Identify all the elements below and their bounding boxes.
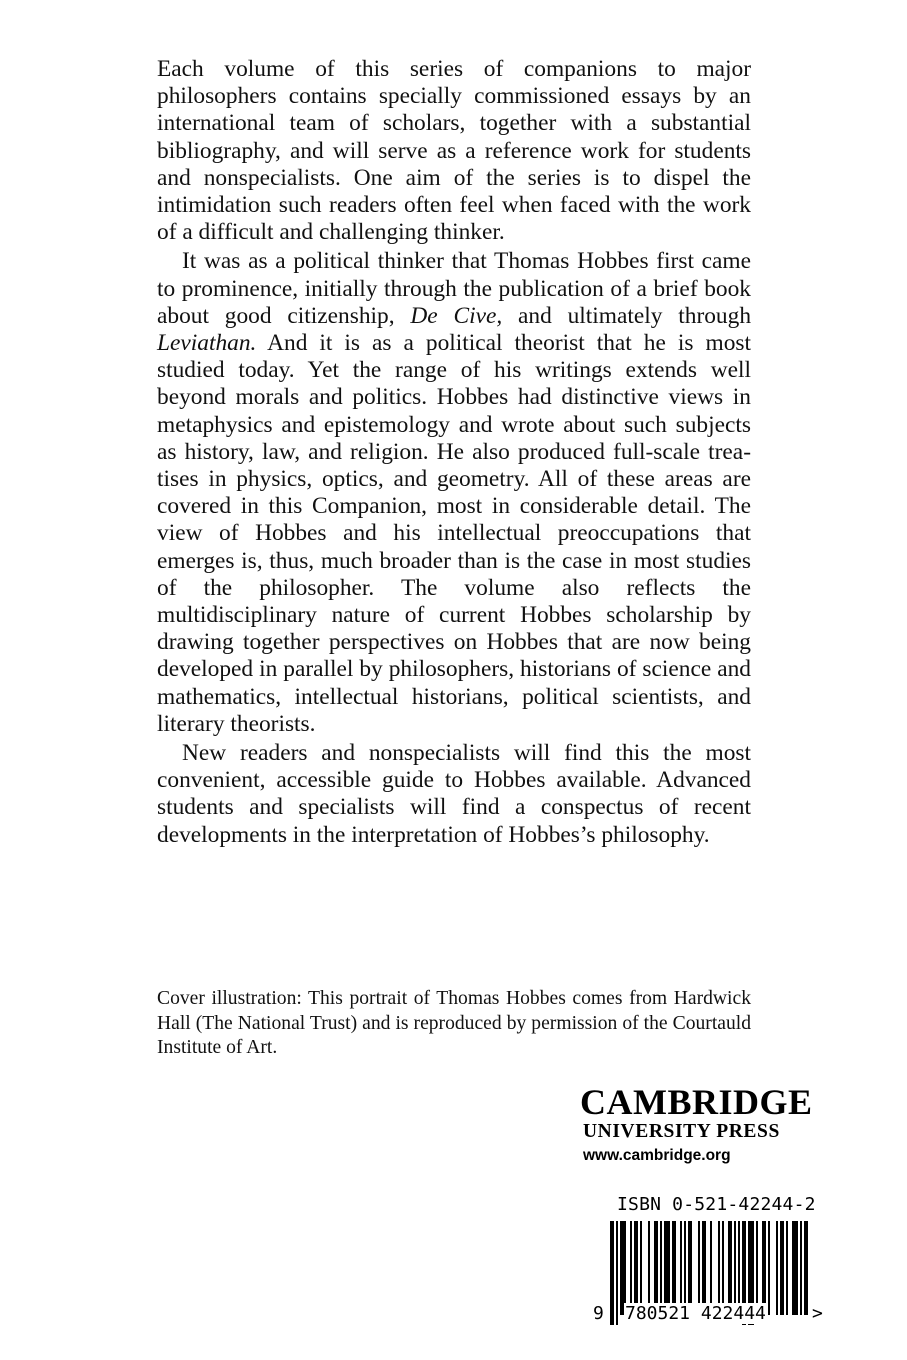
barcode-bar	[768, 1221, 770, 1315]
publisher-url: www.cambridge.org	[583, 1147, 731, 1164]
barcode-bar	[804, 1221, 808, 1315]
barcode-bar	[680, 1221, 682, 1315]
barcode-bar	[640, 1221, 642, 1315]
barcode-bar	[702, 1221, 706, 1315]
isbn-barcode	[590, 1183, 830, 1333]
barcode-bar	[634, 1221, 638, 1315]
barcode-bar	[786, 1221, 788, 1315]
barcode-bar	[620, 1221, 626, 1315]
series-intro-paragraph: Each volume of this series of companions to major philosophers contains specially commissioned essays by an international team of scholars, together with a substantial bibliography, and will serve as a reference work for students and nonspecialists. One aim of the series is to dispel the intimidation such readers often feel when faced with the work of a difficult and challenging thinker.	[157, 56, 751, 246]
back-cover-text	[157, 56, 751, 849]
barcode-bar	[762, 1221, 766, 1315]
barcode-bar	[684, 1221, 686, 1315]
hobbes-text-part3: And it is as a political theorist that he is most studied today. Yet the range of his writings extends well beyond morals and politics. Hobbes had distinctive views in metaphysics and epistemology and wrote about such subjects as history, law, and religion. He also produced full-scale treatises in physics, optics, and geometry. All of these areas are covered in this Companion, most in considerable detail. The view of Hobbes and his intellectual preoccupations that emerges is, thus, much broader than is the case in most studies of the philosopher. The volume also reflects the multidisciplinary nature of current Hobbes scholarship by drawing together perspectives on Hobbes that are now being developed in parallel by philosophers, historians of science and mathematics, intellectual historians, political scientists, and literary theorists.	[157, 330, 751, 737]
isbn-number: ISBN 0-521-42244-2	[617, 1194, 816, 1215]
barcode-bar	[780, 1221, 784, 1315]
barcode-bar	[756, 1221, 758, 1315]
barcode-bar	[738, 1221, 740, 1315]
publisher-name: CAMBRIDGE	[580, 1082, 813, 1122]
barcode-bar	[792, 1221, 798, 1315]
barcode-bar	[630, 1221, 632, 1315]
barcode-bar	[728, 1221, 732, 1315]
barcode-bar	[610, 1221, 614, 1325]
barcode-bar	[722, 1221, 724, 1315]
barcode-bar	[616, 1221, 618, 1325]
publisher-logo	[580, 1083, 830, 1167]
barcode-bar	[710, 1221, 712, 1315]
hobbes-text-part1: It was as a political thinker that Thomas Hobbes first came to prominence, initially through the publication of a brief book about good citizenship,	[157, 248, 751, 329]
barcode-bar	[648, 1221, 650, 1315]
barcode-bar	[660, 1221, 662, 1315]
barcode-bar	[800, 1221, 802, 1315]
barcode-bar	[654, 1221, 658, 1315]
barcode-bar	[688, 1221, 692, 1315]
barcode-arrow: >	[812, 1303, 823, 1324]
barcode-bar	[776, 1221, 778, 1315]
barcode-bar	[672, 1221, 676, 1315]
barcode-bar	[698, 1221, 700, 1315]
hobbes-paragraph	[157, 248, 751, 738]
barcode-digits: 780521 422444	[625, 1303, 766, 1324]
hobbes-text-part2: and ultimately through	[502, 302, 752, 329]
barcode-bar	[734, 1221, 736, 1315]
de-cive-title: De Cive,	[410, 302, 503, 329]
barcode-bar	[664, 1221, 670, 1315]
cover-illustration-note: Cover illustration: This portrait of Thomas Hobbes comes from Hardwick Hall (The National Trust) and is reproduced by permission of the Courtauld Institute of Art.	[157, 988, 751, 1059]
publisher-subname: UNIVERSITY PRESS	[583, 1121, 780, 1142]
leviathan-title: Leviathan.	[157, 330, 257, 357]
barcode-bar	[718, 1221, 720, 1315]
barcode-first-digit: 9	[593, 1303, 604, 1324]
readers-paragraph: New readers and nonspecialists will find this the most convenient, accessible guide to Hobbes available. Advanced students and specialists will find a conspectus of recent developments in the interpretation of Hobbes’s philosophy.	[157, 740, 751, 848]
